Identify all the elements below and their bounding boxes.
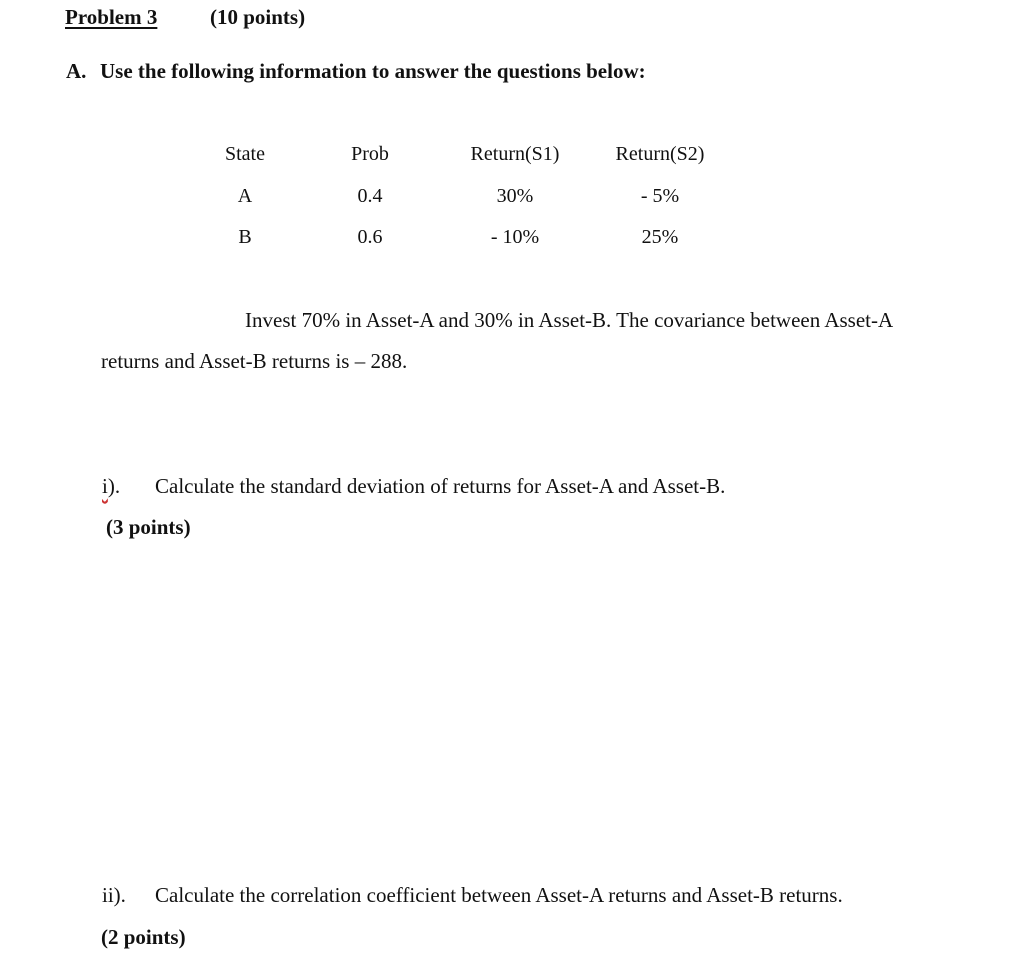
question-2-points: (2 points)	[101, 925, 186, 949]
table-cell-return-s2-a: - 5%	[640, 185, 680, 207]
table-cell-return-s1-a: 30%	[496, 185, 534, 207]
question-1-text: Calculate the standard deviation of returns for Asset-A and Asset-B.	[155, 474, 726, 498]
question-1-number	[102, 474, 120, 499]
table-header-return-s1: Return(S1)	[470, 143, 560, 165]
question-1-number-suffix: ).	[107, 474, 121, 498]
question-1-points: (3 points)	[106, 515, 191, 539]
table-header-return-s2: Return(S2)	[615, 143, 705, 165]
investment-paragraph-line2: returns and Asset-B returns is – 288.	[101, 349, 408, 373]
question-1-number-letter: i	[102, 474, 108, 498]
table-header-prob: Prob	[351, 143, 389, 165]
section-a-instruction: Use the following information to answer the questions below:	[100, 59, 646, 83]
investment-paragraph-line1: Invest 70% in Asset-A and 30% in Asset-B. The covariance between Asset-A	[245, 308, 894, 332]
section-a-label: A.	[66, 59, 87, 83]
table-cell-return-s1-b: - 10%	[490, 226, 540, 248]
table-cell-prob-b: 0.6	[357, 226, 383, 248]
question-2-text: Calculate the correlation coefficient between Asset-A returns and Asset-B returns.	[155, 883, 843, 907]
table-header-state: State	[225, 143, 265, 165]
problem-points: (10 points)	[210, 5, 306, 29]
table-cell-return-s2-b: 25%	[641, 226, 679, 248]
table-cell-state-b: B	[238, 226, 252, 248]
problem-title: Problem 3	[65, 5, 158, 29]
question-2-number: ii).	[102, 883, 126, 907]
table-cell-state-a: A	[237, 185, 253, 207]
table-cell-prob-a: 0.4	[357, 185, 383, 207]
